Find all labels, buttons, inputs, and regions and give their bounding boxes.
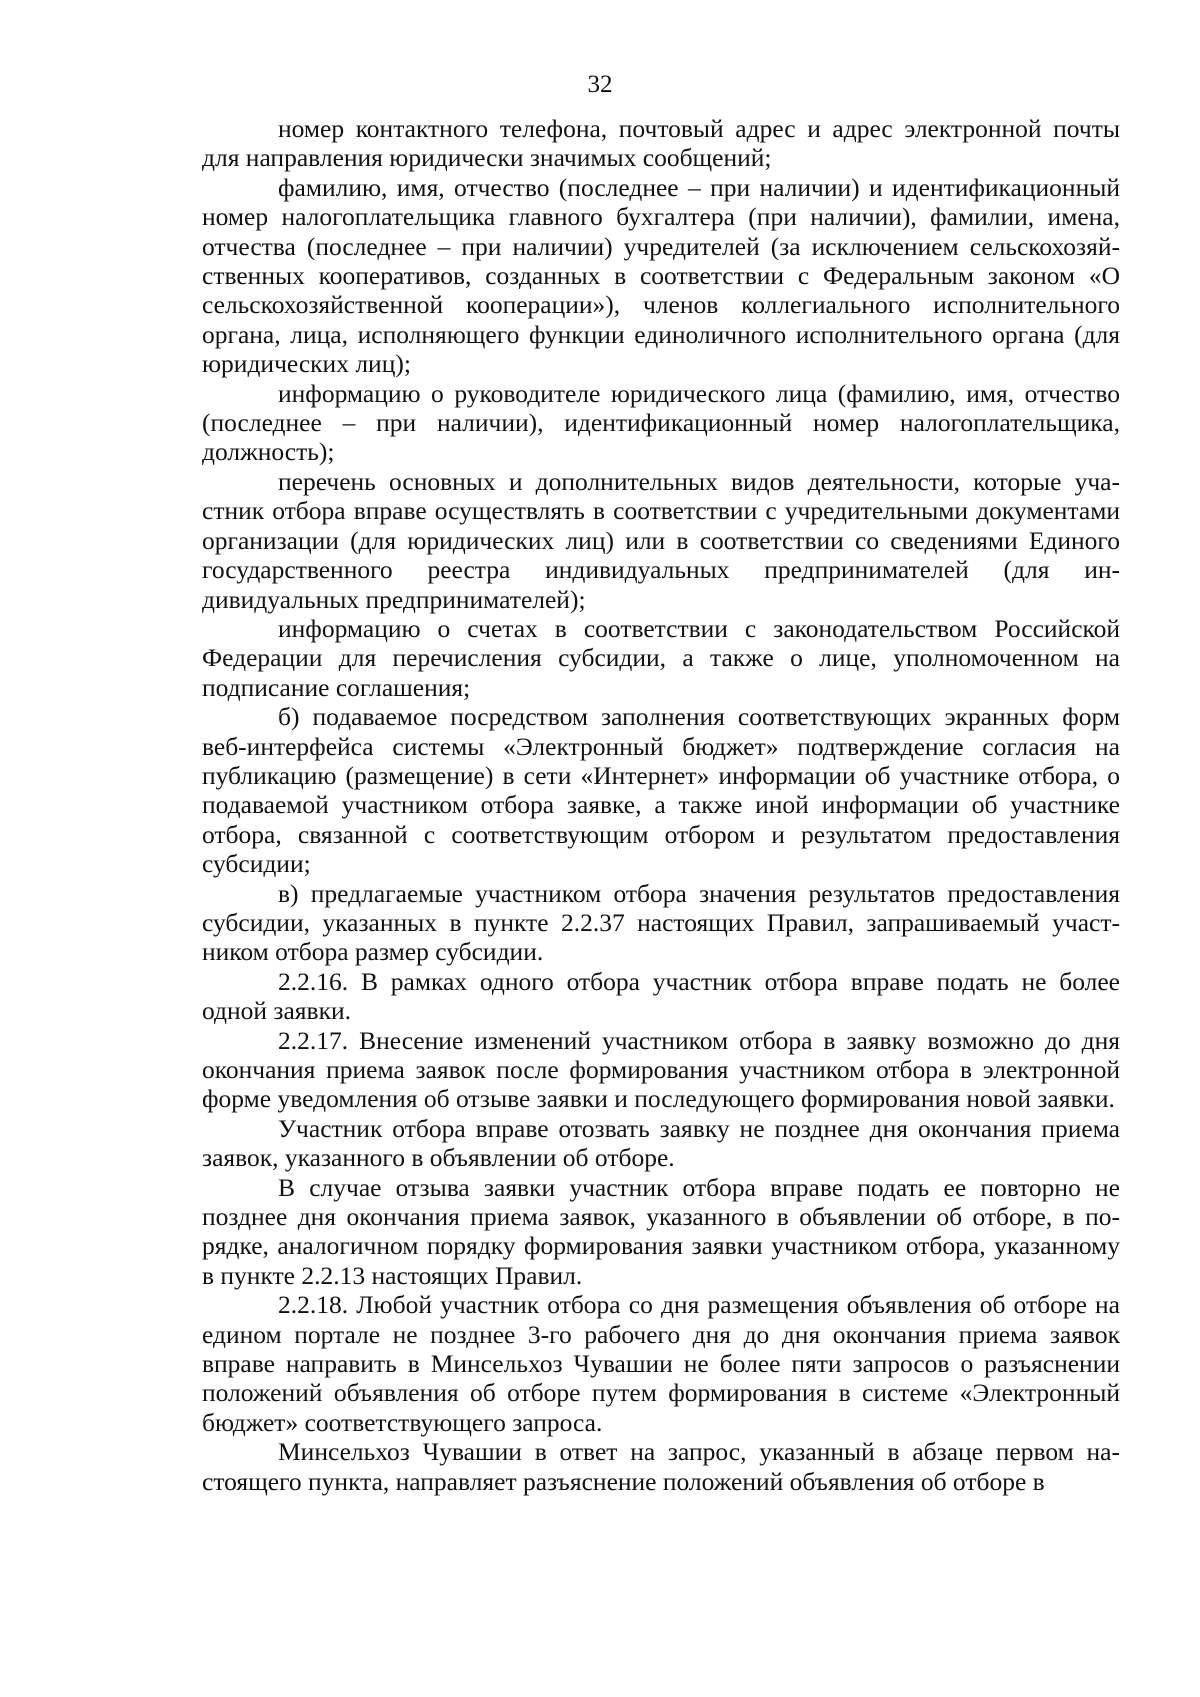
paragraph-contact-info: номер контактного телефона, почтовый адрес и адрес электронной почты для направления юридически значимых сообщений; [202, 114, 1120, 173]
paragraph-clause-2-2-16: 2.2.16. В рамках одного отбора участник отбора вправе подать не более одной заявки. [202, 966, 1120, 1026]
paragraph-consent-publication: б) подаваемое посредством заполнения соответствующих экранных форм веб-интерфейса системы «Электронный бюджет» подтверждение согласия на публикацию (размещение) в сети «Интернет» информации об участнике отбора, о подаваемой участником отбора заявке, а также иной информации об участнике отбора, связанной с соответствующим отбором и результатом предоставления субсидии; [202, 702, 1120, 879]
paragraph-resubmission: В случае отзыва заявки участник отбора вправе подать ее повторно не позднее дня окончания приема заявок, указанного в объявлении об отборе, в порядке, аналогичном порядку формирования заявки участником отбора, указанному в пункте 2.2.13 настоящих Правил. [202, 1172, 1120, 1290]
document-body [202, 114, 1120, 1496]
paragraph-proposed-results: в) предлагаемые участником отбора значения результатов предоставления субсидии, указанных в пункте 2.2.37 настоящих Правил, запрашиваемый участником отбора размер субсидии. [202, 878, 1120, 967]
paragraph-clause-2-2-17: 2.2.17. Внесение изменений участником отбора в заявку возможно до дня окончания приема заявок после формирования участником отбора в электронной форме уведомления об отзыве заявки и последующего формирования новой заявки. [202, 1025, 1120, 1114]
paragraph-head-info: информацию о руководителе юридического лица (фамилию, имя, отчество (последнее – при наличии), идентификационный номер налогоплательщика, должность); [202, 378, 1120, 467]
paragraph-withdraw-application: Участник отбора вправе отозвать заявку не позднее дня окончания приема заявок, указанного в объявлении об отборе. [202, 1113, 1120, 1173]
page-number: 32 [587, 71, 613, 98]
paragraph-clause-2-2-18: 2.2.18. Любой участник отбора со дня размещения объявления об отборе на едином портале не позднее 3-го рабочего дня до дня окончания приема заявок вправе направить в Минсельхоз Чувашии не более пяти запросов о разъяснении положений объявления об отборе путем формирования в системе «Электронный бюджет» соответствующего запроса. [202, 1290, 1120, 1437]
paragraph-accountant-founders: фамилию, имя, отчество (последнее – при наличии) и идентификационный номер налогоплательщика главного бухгалтера (при наличии), фамилии, имена, отчества (последнее – при наличии) учредителей (за исключением сельскохозяйственных кооперативов, созданных в соответствии с Федеральным законом «О сельскохозяйственной кооперации»), членов коллегиального исполнительного органа, лица, исполняющего функции единоличного исполнительного органа (для юридических лиц); [202, 172, 1120, 379]
paragraph-activity-types: перечень основных и дополнительных видов деятельности, которые участник отбора вправе осуществлять в соответствии с учредительными документами организации (для юридических лиц) или в соответствии со сведениями Единого государственного реестра индивидуальных предпринимателей (для индивидуальных предпринимателей); [202, 466, 1120, 614]
paragraph-accounts-info: информацию о счетах в соответствии с законодательством Российской Федерации для перечисления субсидии, а также о лице, уполномоченном на подписание соглашения; [202, 613, 1120, 702]
paragraph-ministry-response: Минсельхоз Чувашии в ответ на запрос, указанный в абзаце первом настоящего пункта, направляет разъяснение положений объявления об отборе в [202, 1437, 1120, 1496]
